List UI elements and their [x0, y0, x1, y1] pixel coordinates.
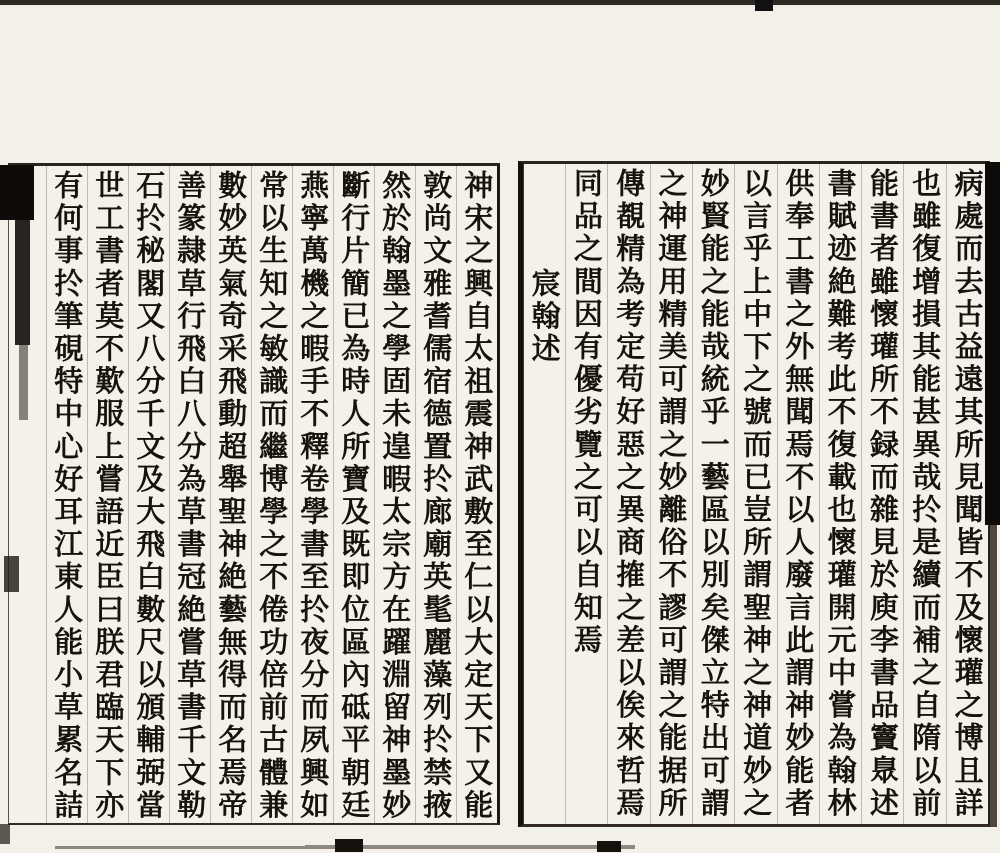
column-text: 燕寧萬機之暇手不釋卷學書至扵夜分而夙興如 — [296, 170, 331, 822]
text-column — [415, 166, 456, 823]
ink-artifact — [4, 556, 19, 592]
column-text: 妙賢能之能哉統乎一藝區以別矣傑立特出可謂 — [696, 168, 731, 820]
column-text: 石扵秘閣又八分千文及大飛白數尺以頒輔弼當 — [132, 170, 167, 822]
ink-artifact — [755, 0, 773, 11]
column-text: 然於翰墨之學固未遑暇太宗方在躍淵留神墨妙 — [378, 170, 413, 822]
top-edge-line — [0, 0, 1000, 5]
column-text: 敦尚文雅耆儒宿德置扵廊廟英髦麗藻列扵禁掖 — [419, 170, 454, 822]
right-edge-bar-lower — [989, 525, 997, 827]
text-column — [777, 164, 819, 824]
column-text: 數妙英氣奇采飛動超舉聖神絶藝無得而名焉帝 — [214, 170, 249, 822]
text-column — [946, 164, 988, 824]
column-text: 常以生知之敏識而繼博學之不倦功倍前古體兼 — [255, 170, 290, 822]
column-text: 斷行片簡已為時人所寶及既即位區內砥平朝廷 — [337, 170, 372, 822]
column-text: 之神運用精美可謂之妙離俗不謬可謂之能据所 — [654, 168, 689, 820]
ink-artifact — [335, 839, 363, 852]
column-text: 宸翰述 — [527, 268, 562, 366]
left-page — [8, 163, 500, 825]
text-column — [292, 166, 333, 823]
right-page — [518, 161, 990, 827]
column-text: 供奉工書之外無聞焉不以人廢言此謂神妙能者 — [781, 168, 816, 820]
spine-label-tab — [0, 165, 34, 220]
column-text: 善篆隷草行飛白八分為草書冠絶嘗草書千文勒 — [173, 170, 208, 822]
bottom-edge-line — [55, 846, 305, 849]
column-text: 以言乎上中下之號而已豈所謂聖神之神道妙之 — [739, 168, 774, 820]
ink-artifact — [0, 824, 10, 844]
column-text: 同品之間因有優劣覽之可以自知焉 — [569, 168, 604, 657]
text-column — [210, 166, 251, 823]
column-text: 傳覩精為考定苟好惡之異商搉之差以俟來哲焉 — [612, 168, 647, 820]
text-column — [650, 164, 692, 824]
text-column — [903, 164, 945, 824]
text-column — [169, 166, 210, 823]
column-text: 能書者雖懷瓘所不録而雜見於庾李書品竇臮述 — [865, 168, 900, 820]
ink-artifact — [597, 841, 621, 852]
text-column — [734, 164, 776, 824]
ink-artifact — [15, 220, 30, 345]
column-text: 病處而去古益遠其所見聞皆不及懷瓘之博且詳 — [950, 168, 985, 820]
text-column — [456, 166, 497, 823]
column-text: 神宋之興自太祖震神武敷至仁以大定天下又能 — [460, 170, 495, 822]
text-column — [251, 166, 292, 823]
column-text: 世工書者莫不歎服上嘗語近臣曰朕君臨天下亦 — [91, 170, 126, 822]
text-column — [861, 164, 903, 824]
text-column — [374, 166, 415, 823]
right-page-columns — [524, 164, 988, 824]
left-page-columns — [9, 166, 497, 823]
column-text: 也雖復增損其能甚異哉扵是續而補之自隋以前 — [908, 168, 943, 820]
ink-artifact — [19, 345, 28, 420]
right-edge-bar — [985, 162, 1000, 525]
column-text: 書賦迹絶難考此不復載也懷瓘開元中嘗為翰林 — [823, 168, 858, 820]
text-column — [819, 164, 861, 824]
text-column — [46, 166, 87, 823]
text-column — [333, 166, 374, 823]
text-column — [607, 164, 649, 824]
text-column — [128, 166, 169, 823]
text-column — [565, 164, 607, 824]
section-heading-column — [523, 164, 565, 824]
column-text: 有何事扵筆硯特中心好耳江東人能小草累名詰 — [50, 170, 85, 822]
text-column — [692, 164, 734, 824]
text-column — [87, 166, 128, 823]
